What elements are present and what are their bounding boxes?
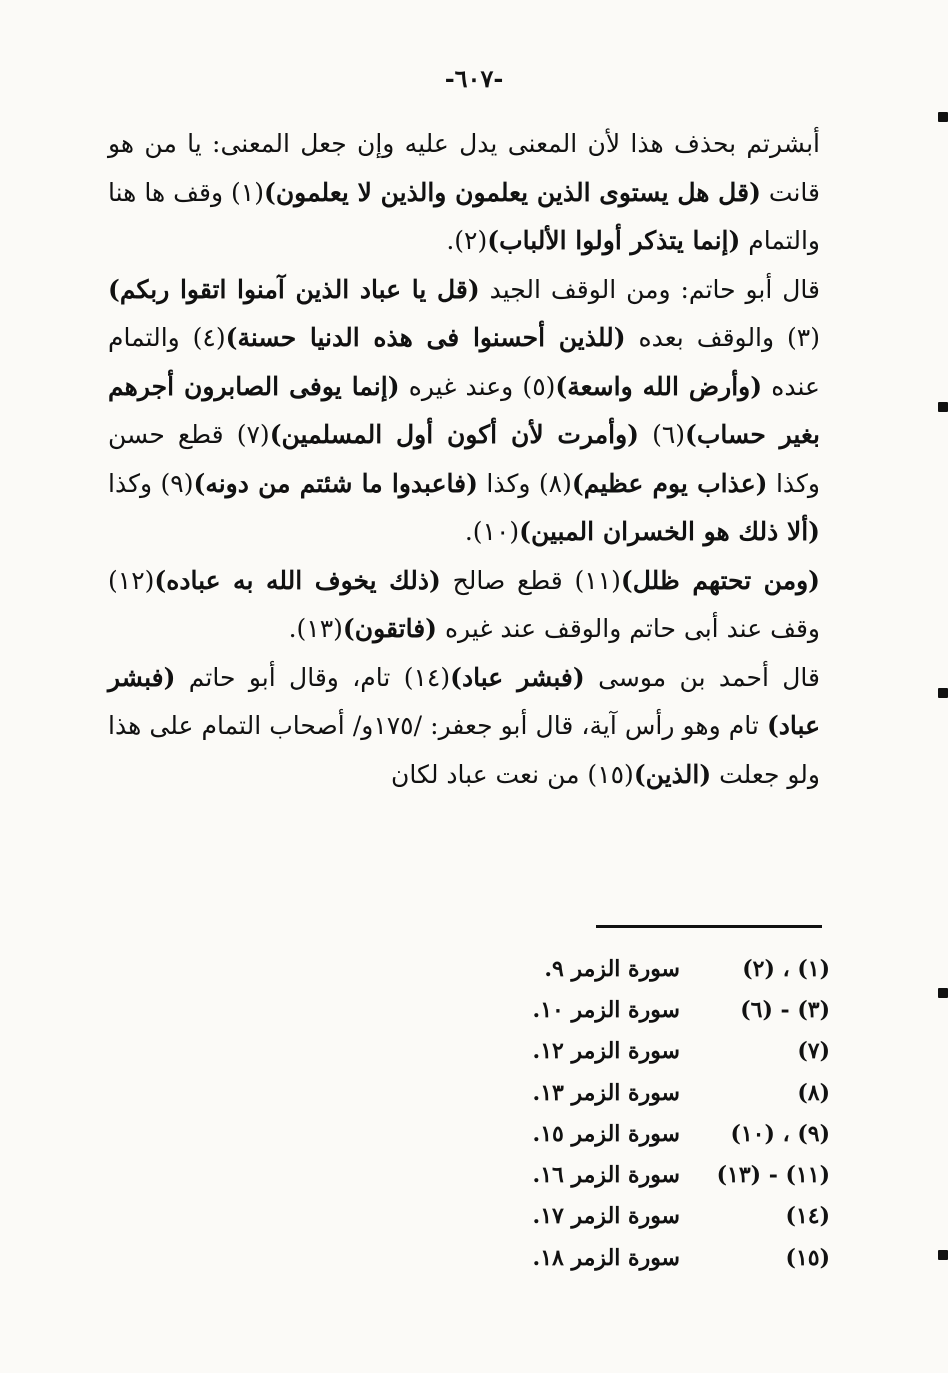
paragraph-3	[108, 557, 820, 654]
quran-quote: (إنما يتذكر أولوا الألباب)	[487, 226, 741, 255]
text-run: (١٥) من نعت عباد لكان	[391, 759, 634, 789]
text-run: (٦)	[639, 420, 686, 449]
footnotes	[500, 948, 830, 1278]
text-run: (٩) وكذا	[108, 468, 194, 498]
footnote-ref: (١١) - (١٣)	[716, 1162, 830, 1189]
text-run: أبشرتم بحذف هذا لأن المعنى يدل عليه وإن جعل المعنى: يا من هو قانت	[108, 129, 820, 207]
footnote-item	[500, 989, 830, 1030]
footnote-ref: (٣) - (٦)	[740, 996, 830, 1023]
text-run: (٢).	[446, 226, 488, 255]
footnote-ref: (١٤)	[785, 1203, 830, 1230]
quran-quote: (عذاب يوم عظيم)	[571, 468, 768, 498]
quran-quote: (فبشر عباد)	[450, 662, 585, 692]
text-run: (٣) والوقف بعده	[625, 323, 820, 352]
text-run: (١٣).	[288, 614, 343, 643]
text-run: قال أبو حاتم: ومن الوقف الجيد	[479, 274, 820, 304]
quran-quote: (فاتقون)	[342, 614, 437, 643]
quran-quote: (للذين أحسنوا فى هذه الدنيا حسنة)	[225, 323, 626, 352]
margin-mark	[938, 1250, 948, 1260]
text-run: (٥) وعند غيره	[399, 371, 556, 401]
footnote-item	[500, 1072, 830, 1113]
quran-quote: (ألا ذلك هو الخسران المبين)	[519, 517, 820, 546]
footnote-ref: (١٥)	[785, 1244, 830, 1271]
footnote-item	[500, 1154, 830, 1195]
margin-mark	[938, 402, 948, 412]
quran-quote: (ذلك يخوف الله به عباده)	[154, 565, 441, 595]
footnote-source: سورة الزمر ١٣.	[532, 1079, 680, 1106]
paragraph-4	[108, 654, 820, 800]
text-run: (٤) والتمام عنده	[108, 323, 820, 401]
page-number: -٦٠٧-	[444, 64, 504, 93]
footnote-ref: (١) ، (٢)	[742, 955, 830, 982]
quran-quote: (قل يا عباد الذين آمنوا اتقوا ربكم)	[108, 274, 480, 304]
text-run: (١) وقف ها هنا والتمام	[108, 177, 820, 255]
text-run: (١١) قطع صالح	[440, 565, 621, 595]
text-run: (٧) قطع حسن وكذا	[108, 420, 821, 498]
quran-quote: (ومن تحتهم ظلل)	[620, 565, 821, 595]
text-run: (١٤) تام، وقال أبو حاتم	[175, 662, 451, 692]
footnote-source: سورة الزمر ١٧.	[532, 1203, 680, 1230]
footnote-item	[500, 948, 830, 989]
quran-quote: (الذين)	[633, 759, 712, 789]
quran-quote: (فاعبدوا ما شئتم من دونه)	[193, 468, 478, 498]
footnote-source: سورة الزمر ١٢.	[532, 1038, 680, 1065]
margin-mark	[938, 112, 948, 122]
paragraph-1	[108, 120, 820, 266]
footnote-separator	[596, 925, 822, 928]
quran-quote: (إنما يوفى الصابرون أجرهم بغير حساب)	[108, 371, 820, 449]
text-run: (١٢) وقف عند أبى حاتم والوقف عند غيره	[108, 565, 820, 643]
footnote-source: سورة الزمر ٩.	[544, 955, 680, 982]
footnote-source: سورة الزمر ١٠.	[532, 996, 680, 1023]
footnote-item	[500, 1196, 830, 1237]
footnote-source: سورة الزمر ١٨.	[532, 1244, 680, 1271]
quran-quote: (فبشر عباد)	[108, 662, 820, 740]
body-text	[108, 120, 820, 799]
margin-mark	[938, 988, 948, 998]
paragraph-2	[108, 266, 820, 557]
text-run: تام وهو رأس آية، قال أبو جعفر: /١٧٥و/ أصحاب التمام على هذا ولو جعلت	[108, 711, 820, 789]
footnote-item	[500, 1031, 830, 1072]
footnote-item	[500, 1237, 830, 1278]
footnote-ref: (٧)	[797, 1038, 830, 1065]
footnote-item	[500, 1113, 830, 1154]
footnote-source: سورة الزمر ١٥.	[532, 1120, 680, 1147]
footnote-source: سورة الزمر ١٦.	[532, 1162, 680, 1189]
quran-quote: (وأرض الله واسعة)	[555, 371, 763, 401]
footnote-ref: (٩) ، (١٠)	[730, 1120, 830, 1147]
margin-mark	[938, 688, 948, 698]
text-run: قال أحمد بن موسى	[584, 662, 820, 692]
quran-quote: (قل هل يستوى الذين يعلمون والذين لا يعلمون)	[263, 177, 761, 207]
text-run: (٨) وكذا	[477, 468, 572, 498]
text-run: (١٠).	[464, 517, 520, 546]
quran-quote: (وأمرت لأن أكون أول المسلمين)	[269, 420, 639, 449]
footnote-ref: (٨)	[797, 1079, 830, 1106]
